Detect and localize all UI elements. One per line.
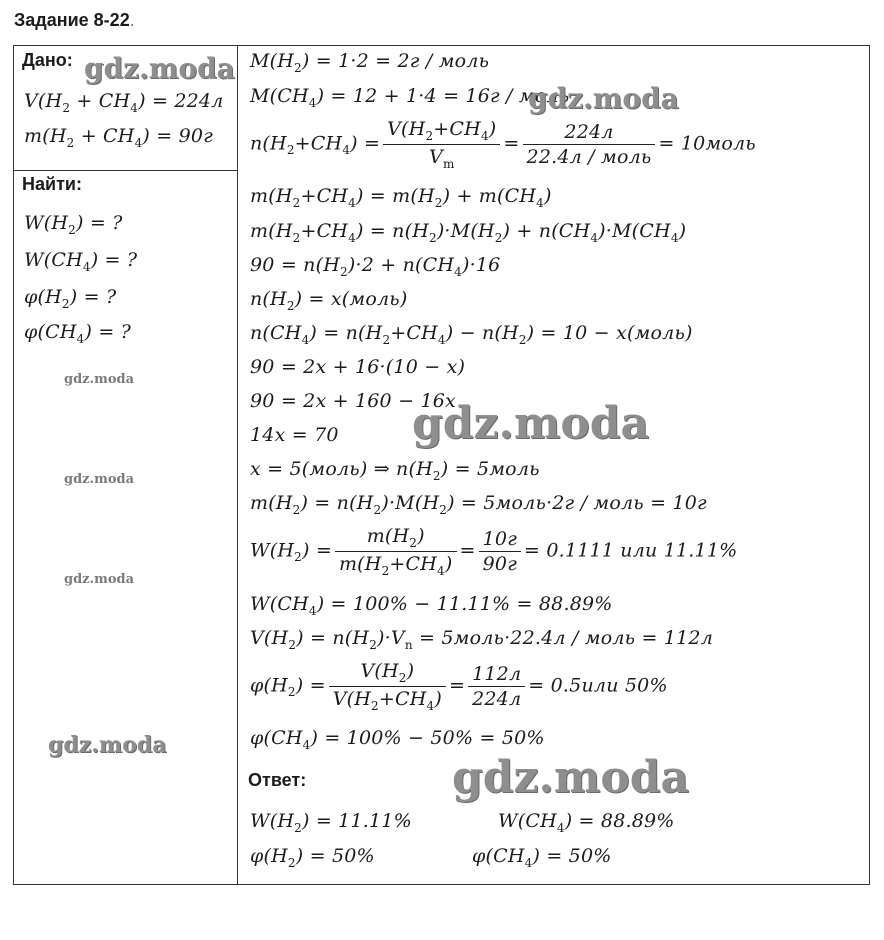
solution-line-17: $\varphi(H_2)$ = $\frac{V(H_2)}{V(H_2+CH_4)}$ = $\frac{112л}{224л}$ = 0.5или 50% xyxy=(250,660,668,713)
solution-line-10: 90 = 2x + 160 − 16x xyxy=(250,390,456,412)
find-line-phi-h2: $\varphi(H_2)$ = ? xyxy=(24,286,117,311)
solution-line-9: 90 = 2x + 16·(10 − x) xyxy=(250,356,466,378)
watermark: gdz.moda xyxy=(64,372,135,387)
solution-line-12: x = 5(моль) ⇒ $n(H_2)$ = 5моль xyxy=(250,458,540,483)
solution-line-6: $90 = n(H_2)\cdot 2 + n(CH_4)\cdot 16$ xyxy=(250,254,501,279)
answer-w-ch4: $W(CH_4) = 88.89\%$ xyxy=(498,810,675,835)
watermark: gdz.moda xyxy=(528,82,679,115)
find-line-phi-ch4: $\varphi(CH_4)$ = ? xyxy=(24,321,132,346)
solution-line-18: $\varphi(CH_4) = 100\% - 50\% = 50\%$ xyxy=(250,727,545,752)
given-find-divider xyxy=(13,170,238,171)
solution-line-13: $m(H_2) = n(H_2)\cdot M(H_2)$ = 5моль·2г / моль = 10г xyxy=(250,492,707,517)
solution-line-14: $W(H_2)$ = $\frac{m(H_2)}{m(H_2+CH_4)}$ = $\frac{10г}{90г}$ = 0.1111 или 11.11% xyxy=(250,525,738,578)
solution-line-2: $M(CH_4) = 12 + 1\cdot 4 = 16г$ / моль xyxy=(250,85,570,110)
column-divider xyxy=(237,45,238,885)
answer-label: Ответ: xyxy=(248,770,307,790)
solution-line-4: $m(H_2+CH_4) = m(H_2) + m(CH_4)$ xyxy=(250,185,552,210)
find-line-w-h2: $W(H_2)$ = ? xyxy=(24,212,123,237)
answer-w-h2: $W(H_2) = 11.11\%$ xyxy=(250,810,412,835)
solution-line-16: $V(H_2) = n(H_2)\cdot V_n$ = 5моль·22.4л / моль = 112л xyxy=(250,627,713,652)
solution-line-15: $W(CH_4) = 100\% - 11.11\% = 88.89\%$ xyxy=(250,593,613,618)
given-label: Дано: xyxy=(22,50,73,70)
find-label: Найти: xyxy=(22,174,82,194)
solution-line-5: $m(H_2+CH_4) = n(H_2)\cdot M(H_2) + n(CH_4)\cdot M(CH_4)$ xyxy=(250,220,687,245)
watermark: gdz.moda xyxy=(412,398,650,449)
watermark: gdz.moda xyxy=(48,732,167,758)
find-line-w-ch4: $W(CH_4)$ = ? xyxy=(24,249,138,274)
answer-phi-h2: $\varphi(H_2) = 50\%$ xyxy=(250,845,375,870)
solution-line-11: 14x = 70 xyxy=(250,424,339,446)
given-line-mass: $m(H_2 + CH_4) = 90г$ xyxy=(24,125,213,150)
answer-phi-ch4: $\varphi(CH_4) = 50\%$ xyxy=(472,845,612,870)
watermark: gdz.moda xyxy=(64,472,135,487)
watermark: gdz.moda xyxy=(64,572,135,587)
watermark: gdz.moda xyxy=(84,52,235,85)
given-line-volume: $V(H_2 + CH_4) = 224л$ xyxy=(24,90,224,115)
task-title: Задание 8-22. xyxy=(14,10,135,30)
solution-line-7: $n(H_2)$ = x(моль) xyxy=(250,288,408,313)
watermark: gdz.moda xyxy=(452,752,690,803)
solution-line-3: $n(H_2+CH_4)$ = $\frac{V(H_2+CH_4)}{V_m}$ = $\frac{224л}{\text{22.4л / моль}}$ = 10моль xyxy=(250,118,756,171)
solution-line-1: $M(H_2) = 1\cdot 2 = 2г$ / моль xyxy=(250,50,490,75)
solution-line-8: $n(CH_4) = n(H_2+CH_4) - n(H_2) = 10$ − x(моль) xyxy=(250,322,693,347)
